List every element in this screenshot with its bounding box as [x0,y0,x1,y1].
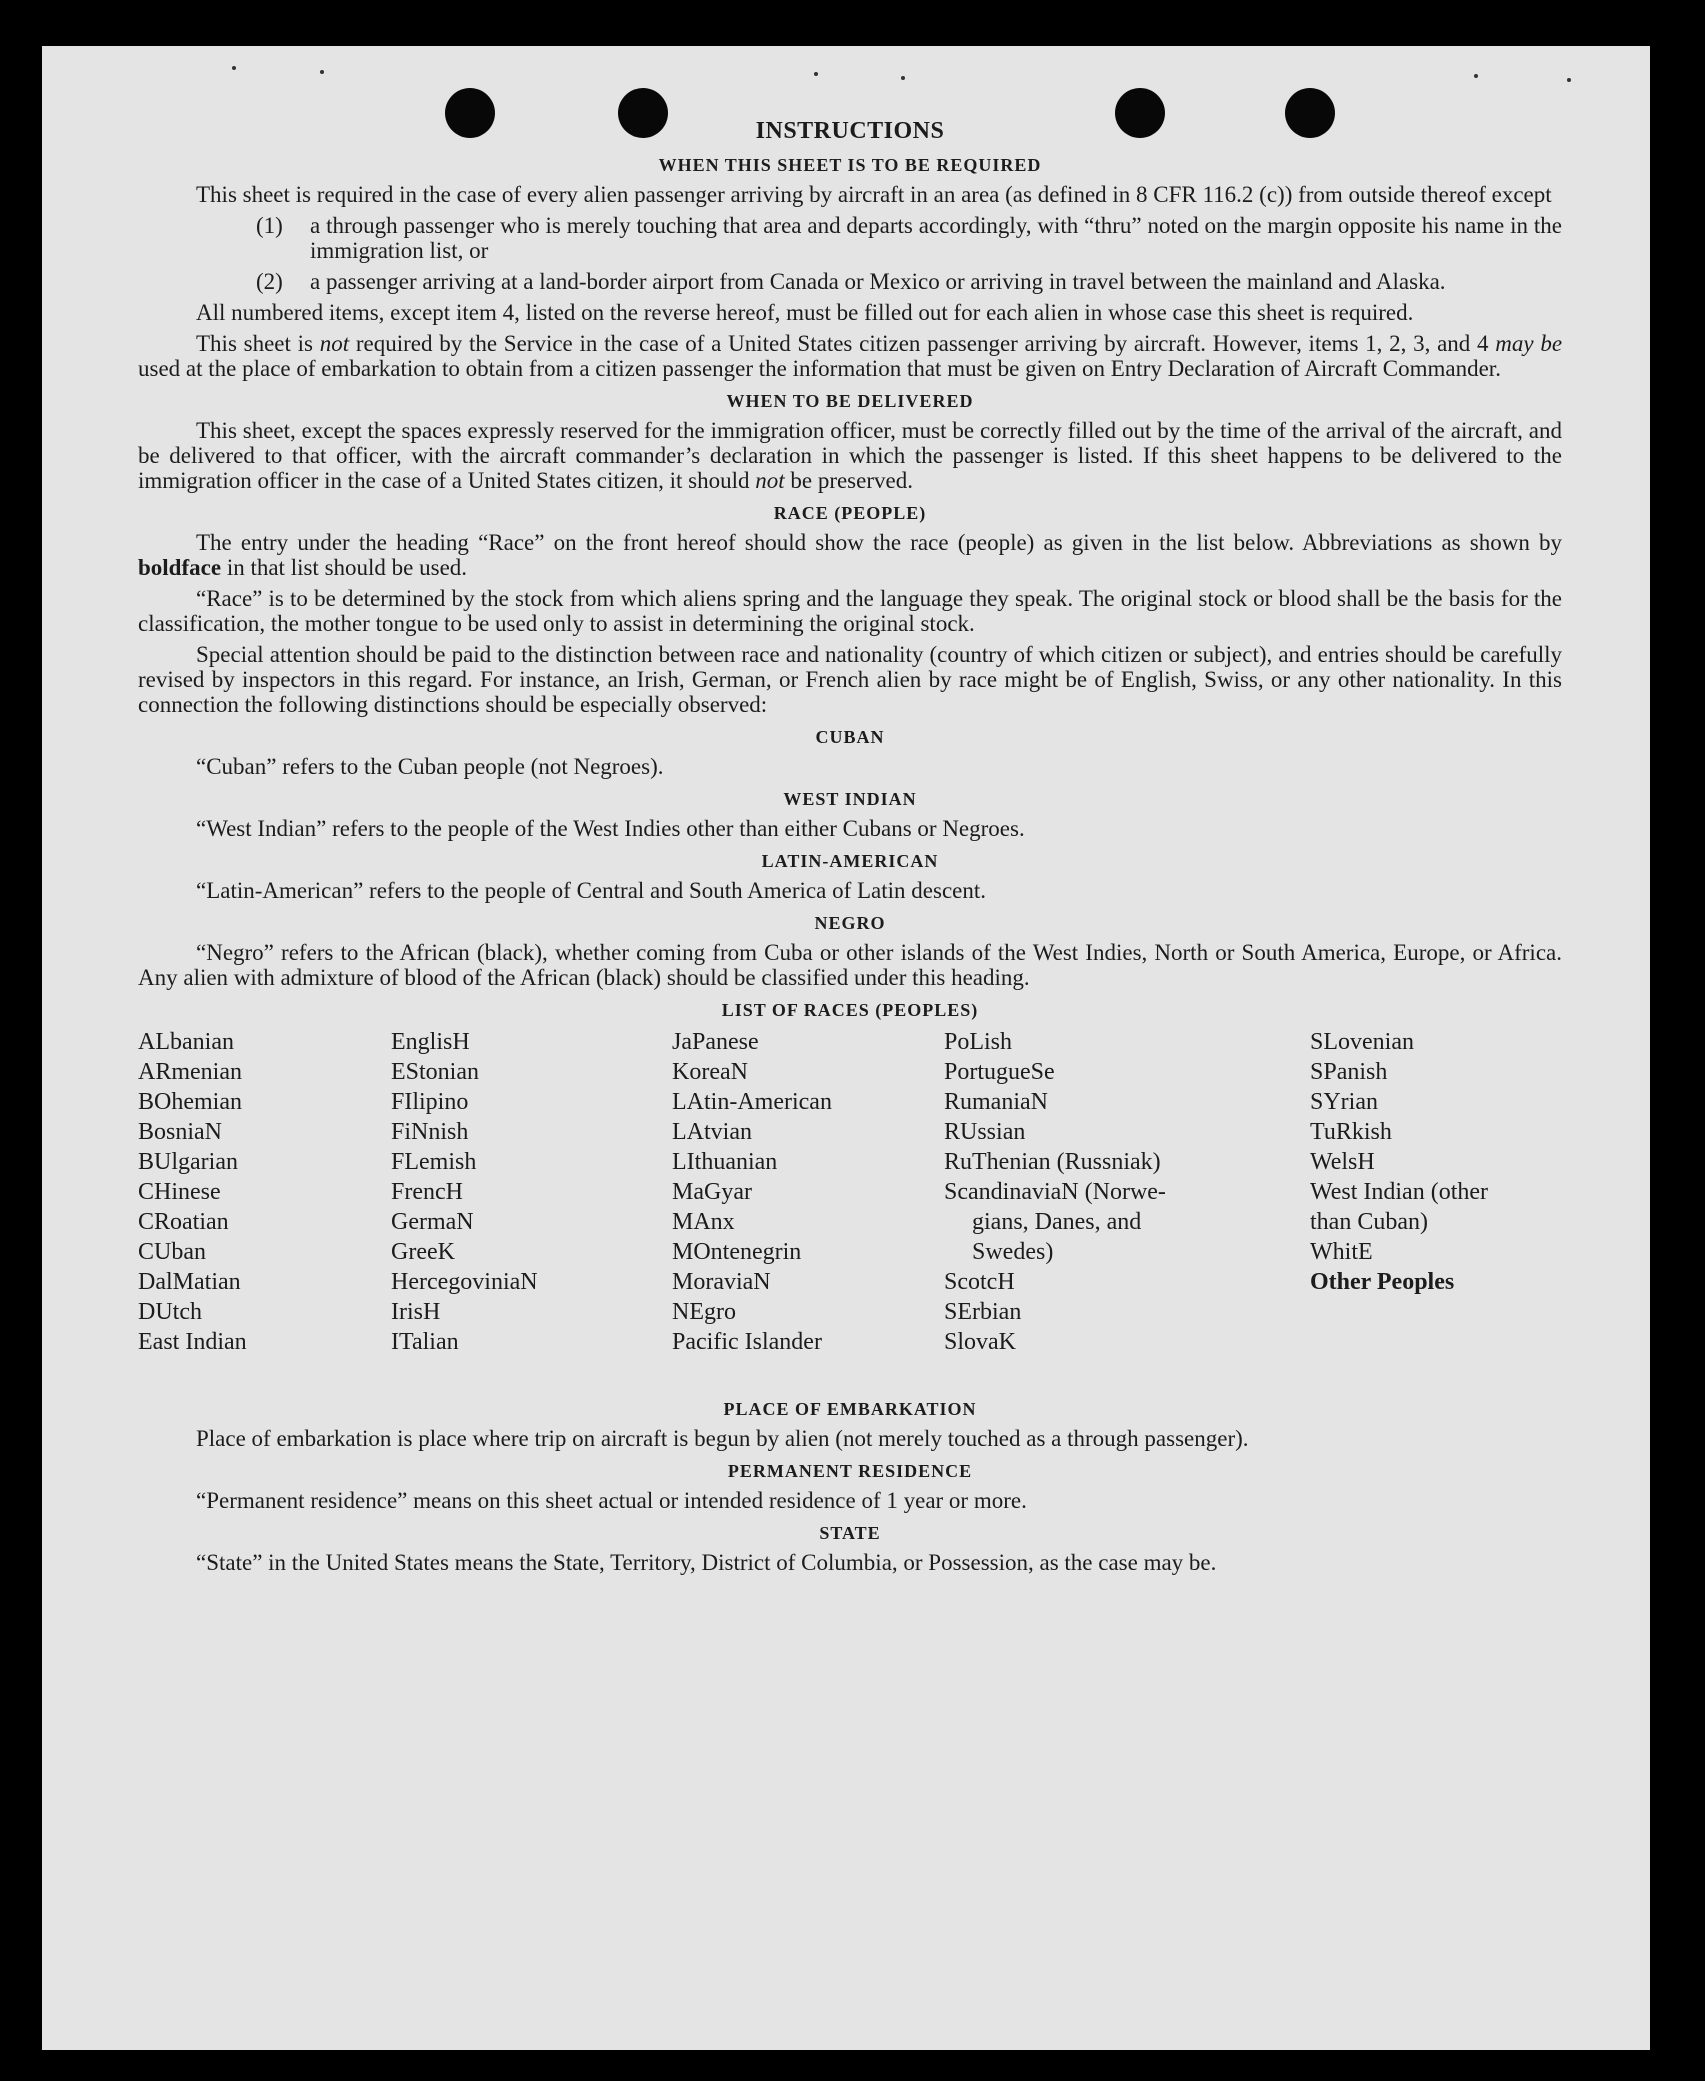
race-entry: BUlgarian [138,1149,238,1175]
paper-speck [814,72,818,76]
exception-number: (1) [256,213,283,238]
citizen-text-italic: not [319,331,350,356]
citizen-text-italic: may be [1495,331,1563,356]
race-entry: GreeK [391,1239,455,1265]
exception-number: (2) [256,269,283,294]
race-entry: RumaniaN [944,1089,1048,1115]
race-entry: SErbian [944,1299,1022,1325]
race-entry: RUssian [944,1119,1026,1145]
race-entry: West Indian (other [1310,1179,1489,1205]
race-entry: CUban [138,1239,206,1265]
citizen-text-part: used at the place of embarkation to obtain from a citizen passenger the information that must be given on Entry Declaration of Aircraft Commander. [138,356,1501,381]
paper-speck [901,76,905,80]
race-entry: GermaN [391,1209,474,1235]
race-entry: NEgro [672,1299,736,1325]
race-text-part: The entry under the heading “Race” on the front hereof should show the race (people) as given in the list below. Abbreviations as shown by [196,530,1562,555]
paper-speck [320,70,324,74]
latin-american-paragraph: “Latin-American” refers to the people of Central and South America of Latin descent. [196,878,986,903]
race-paragraph: Special attention should be paid to the distinction between race and nationality (country of which citizen or subject), and entries should be carefully revised by inspectors in this regard. For instance, an Irish, German, or French alien by race might be of English, Swiss, or any other nationality. In this connection the following distinctions should be especially observed: [138,642,1562,717]
race-paragraph: “Race” is to be determined by the stock from which aliens spring and the language they speak. The original stock or blood shall be the basis for the classification, the mother tongue to be used only to assist in determining the original stock. [138,586,1562,636]
document-page [42,46,1650,2050]
race-entry: EnglisH [391,1029,470,1055]
race-entry: IrisH [391,1299,441,1325]
race-entry: East Indian [138,1329,247,1355]
state-paragraph: “State” in the United States means the State, Territory, District of Columbia, or Possession, as the case may be. [196,1550,1217,1575]
section-heading-west-indian: WEST INDIAN [783,789,917,809]
citizen-paragraph [138,331,1562,381]
section-heading-list-of-races: LIST OF RACES (PEOPLES) [721,1000,979,1020]
paper-speck [1567,78,1571,82]
exception-text: a passenger arriving at a land-border airport from Canada or Mexico or arriving in travel between the mainland and Alaska. [310,269,1446,294]
delivered-text-part: be preserved. [790,468,913,493]
race-entry: FIlipino [391,1089,469,1115]
race-entry: Other Peoples [1310,1269,1455,1295]
race-entry: EStonian [391,1059,479,1085]
race-paragraph [138,530,1562,580]
race-column [1310,1027,1488,1297]
race-entry: CRoatian [138,1209,229,1235]
citizen-text-part: This sheet is [196,331,313,356]
section-heading-when-delivered: WHEN TO BE DELIVERED [726,391,974,411]
race-entry: SLovenian [1310,1029,1414,1055]
race-column [944,1027,1166,1357]
race-entry: BosniaN [138,1119,222,1145]
race-entry: SPanish [1310,1059,1388,1085]
race-entry: FLemish [391,1149,477,1175]
race-entry: LIthuanian [672,1149,778,1175]
race-text-part: in that list should be used. [226,555,468,580]
delivered-text-part: This sheet, except the spaces expressly reserved for the immigration officer, must be correctly filled out by the time of the arrival of the aircraft, and be delivered to that officer, with the aircraft commander’s declaration in which the passenger is listed. If this sheet happens to be delivered to the immigration officer in the case of a United States citizen, it should [138,418,1562,493]
race-entry: FrencH [391,1179,463,1205]
delivered-text-italic: not [755,468,785,493]
race-entry: BOhemian [138,1089,242,1115]
race-entry: ALbanian [138,1029,234,1055]
section-heading-cuban: CUBAN [815,727,885,747]
race-entry: MaGyar [672,1179,752,1205]
race-entry: MoraviaN [672,1269,771,1295]
section-heading-embarkation: PLACE OF EMBARKATION [723,1399,977,1419]
race-entry: WelsH [1310,1149,1375,1175]
section-heading-state: STATE [819,1523,881,1543]
negro-paragraph: “Negro” refers to the African (black), whether coming from Cuba or other islands of the West Indies, North or South America, Europe, or Africa. Any alien with admixture of blood of the African (black) should be classified under this heading. [138,940,1562,990]
race-entry: ScandinaviaN (Norwe- [944,1179,1166,1205]
when-required-intro: This sheet is required in the case of every alien passenger arriving by aircraft in an area (as defined in 8 CFR 116.2 (c)) from outside thereof except [196,182,1552,207]
west-indian-paragraph: “West Indian” refers to the people of the West Indies other than either Cubans or Negroes. [196,816,1025,841]
citizen-text-part: required by the Service in the case of a United States citizen passenger arriving by aircraft. However, items 1, 2, 3, and 4 [355,331,1489,356]
section-heading-latin-american: LATIN-AMERICAN [761,851,939,871]
race-entry: gians, Danes, and [972,1209,1142,1235]
race-entry: DalMatian [138,1269,241,1295]
race-entry: SYrian [1310,1089,1378,1115]
paper-speck [232,66,236,70]
race-entry: CHinese [138,1179,221,1205]
page-title: INSTRUCTIONS [755,118,945,144]
race-entry: Swedes) [972,1239,1054,1265]
race-entry: KoreaN [672,1059,748,1085]
paper-speck [1474,74,1478,78]
section-heading-residence: PERMANENT RESIDENCE [727,1461,973,1481]
when-delivered-paragraph [138,418,1562,493]
race-entry: ScotcH [944,1269,1015,1295]
numbered-items-paragraph: All numbered items, except item 4, listed on the reverse hereof, must be filled out for each alien in whose case this sheet is required. [196,300,1414,325]
race-entry: DUtch [138,1299,202,1325]
race-entry: RuThenian (Russniak) [944,1149,1161,1175]
embarkation-paragraph: Place of embarkation is place where trip on aircraft is begun by alien (not merely touched as a through passenger). [196,1426,1249,1451]
race-entry: ARmenian [138,1059,242,1085]
race-entry: LAtin-American [672,1089,832,1115]
race-list [138,1027,1562,1389]
residence-paragraph: “Permanent residence” means on this sheet actual or intended residence of 1 year or more. [196,1488,1027,1513]
race-text-bold: boldface [138,555,222,580]
exception-item [138,213,1562,263]
cuban-paragraph: “Cuban” refers to the Cuban people (not Negroes). [196,754,664,779]
race-entry: LAtvian [672,1119,752,1145]
race-column [672,1027,832,1357]
race-entry: SlovaK [944,1329,1016,1355]
section-heading-when-required: WHEN THIS SHEET IS TO BE REQUIRED [658,155,1042,175]
exception-text: a through passenger who is merely touching that area and departs accordingly, with “thru” noted on the margin opposite his name in the immigration list, or [310,213,1562,263]
race-entry: Pacific Islander [672,1329,822,1355]
race-entry: ITalian [391,1329,459,1355]
race-entry: PoLish [944,1029,1013,1055]
race-entry: than Cuban) [1310,1209,1428,1235]
race-column [391,1027,538,1357]
race-entry: JaPanese [672,1029,759,1055]
race-entry: TuRkish [1310,1119,1392,1145]
race-entry: MOntenegrin [672,1239,802,1265]
section-heading-negro: NEGRO [814,913,886,933]
race-entry: HercegoviniaN [391,1269,538,1295]
race-entry: WhitE [1310,1239,1373,1265]
instructions-content [138,118,1562,1581]
exception-item [138,269,1562,294]
race-column [138,1027,247,1357]
race-entry: FiNnish [391,1119,469,1145]
race-entry: MAnx [672,1209,735,1235]
section-heading-race: RACE (PEOPLE) [773,503,927,523]
race-entry: PortugueSe [944,1059,1055,1085]
